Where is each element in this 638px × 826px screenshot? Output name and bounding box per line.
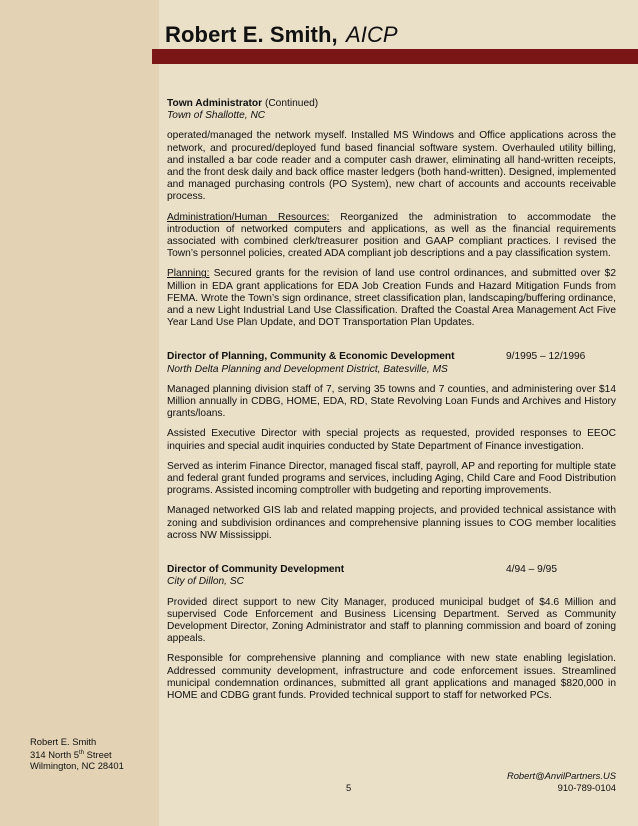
job-title-suffix: (Continued)	[264, 98, 319, 109]
job-title: Town Administrator	[167, 98, 263, 109]
footer-email[interactable]: Robert@AnvilPartners.US	[506, 770, 616, 781]
job-header-director-planning	[167, 351, 616, 375]
job-dates: 4/94 – 9/95	[506, 564, 557, 576]
job-organization: City of Dillon, SC	[167, 576, 244, 588]
job-paragraph: Managed planning division staff of 7, serving 35 towns and 7 counties, and administering over $14 Million annually in CDBG, HOME, EDA, RD, State Revolving Loan Funds and Archives and History grants/loans.	[167, 383, 616, 420]
name-text: Robert E. Smith,	[165, 22, 338, 47]
footer-street: 314 North 5th Street	[30, 748, 112, 760]
paragraph-lead: Planning:	[167, 268, 210, 280]
job-organization: Town of Shallotte, NC	[167, 110, 266, 122]
job-paragraph: Managed networked GIS lab and related mapping projects, and provided technical assistance with zoning and subdivision ordinances and comprehensive planning issues to COG member localities across NW Mississippi.	[167, 505, 616, 541]
job-paragraph: Assisted Executive Director with special projects as requested, provided responses to EEOC inquiries and special audit inquiries conducted by State Department of Finance investigation.	[167, 428, 616, 452]
job-header-town-administrator	[167, 98, 616, 122]
job-paragraph: operated/managed the network myself. Installed MS Windows and Office applications across the network, and procured/deployed fund based financial software system. Overhauled utility billing, and installed a bar code reader and a computer cash drawer, eliminating all hand-written receipts, and the front desk daily and back office master ledgers (both hand-written). Designed, implemented and managed purchasing controls (PO System), new chart of accounts and accounts receivable process.	[167, 130, 616, 203]
footer-name: Robert E. Smith	[30, 736, 97, 747]
job-paragraph: Served as interim Finance Director, managed fiscal staff, payroll, AP and reporting for multiple state and federal grant funded programs and services, including Aging, Child Care and Food Distribution programs. Assisted incoming comptroller with budgeting and reporting improvements.	[167, 460, 616, 497]
credential-text: AICP	[345, 22, 398, 47]
paragraph-lead: Administration/Human Resources:	[167, 211, 330, 223]
resume-name-heading	[165, 22, 398, 48]
job-paragraph: Planning: Secured grants for the revision of land use control ordinances, and submitted over $2 Million in EDA grant applications for EDA Job Creation Funds and Hazard Mitigation Funds from FEMA. Wrote the Town’s sign ordinance, street classification plan, landscaping/buffering ordinance, and a new Light Industrial Land Use Classification. Drafted the Coastal Area Management Act Five Year Land Use Plan Update, and DOT Transportation Plan Updates.	[167, 268, 616, 329]
footer-address	[30, 736, 124, 772]
job-paragraph: Provided direct support to new City Manager, produced municipal budget of $4.6 Million and supervised Code Enforcement and Business Licensing Department. Served as Community Development Director, Zoning Administrator and staff to planning commission and board of zoning appeals.	[167, 596, 616, 645]
footer-phone: 910-789-0104	[557, 782, 616, 793]
job-header-director-community-development	[167, 564, 616, 588]
header-red-bar	[152, 49, 638, 64]
job-paragraph: Administration/Human Resources: Reorganized the administration to accommodate the introduction of networked computers and applications, as well as the financial requirements associated with combined clerk/treasurer position and GAAP compliant practices. I revised the Town’s personnel policies, created ADA compliant job descriptions and a pay classification system.	[167, 211, 616, 260]
footer-city: Wilmington, NC 28401	[30, 760, 124, 772]
resume-content	[167, 98, 616, 710]
page-number: 5	[346, 782, 352, 793]
job-organization: North Delta Planning and Development District, Batesville, MS	[167, 363, 448, 375]
job-title: Director of Planning, Community & Economic Development	[167, 351, 455, 363]
job-title: Director of Community Development	[167, 564, 345, 576]
left-sidebar-panel	[0, 0, 159, 826]
job-paragraph: Responsible for comprehensive planning and compliance with new state enabling legislation. Addressed community development, infrastructure and code enforcement issues. Streamlined municipal condemnation ordinances, submitted all grant applications and managed $820,000 in HOME and CDBG grant funds. Provided technical support to staff for networked PCs.	[167, 653, 616, 701]
job-dates: 9/1995 – 12/1996	[506, 351, 586, 363]
